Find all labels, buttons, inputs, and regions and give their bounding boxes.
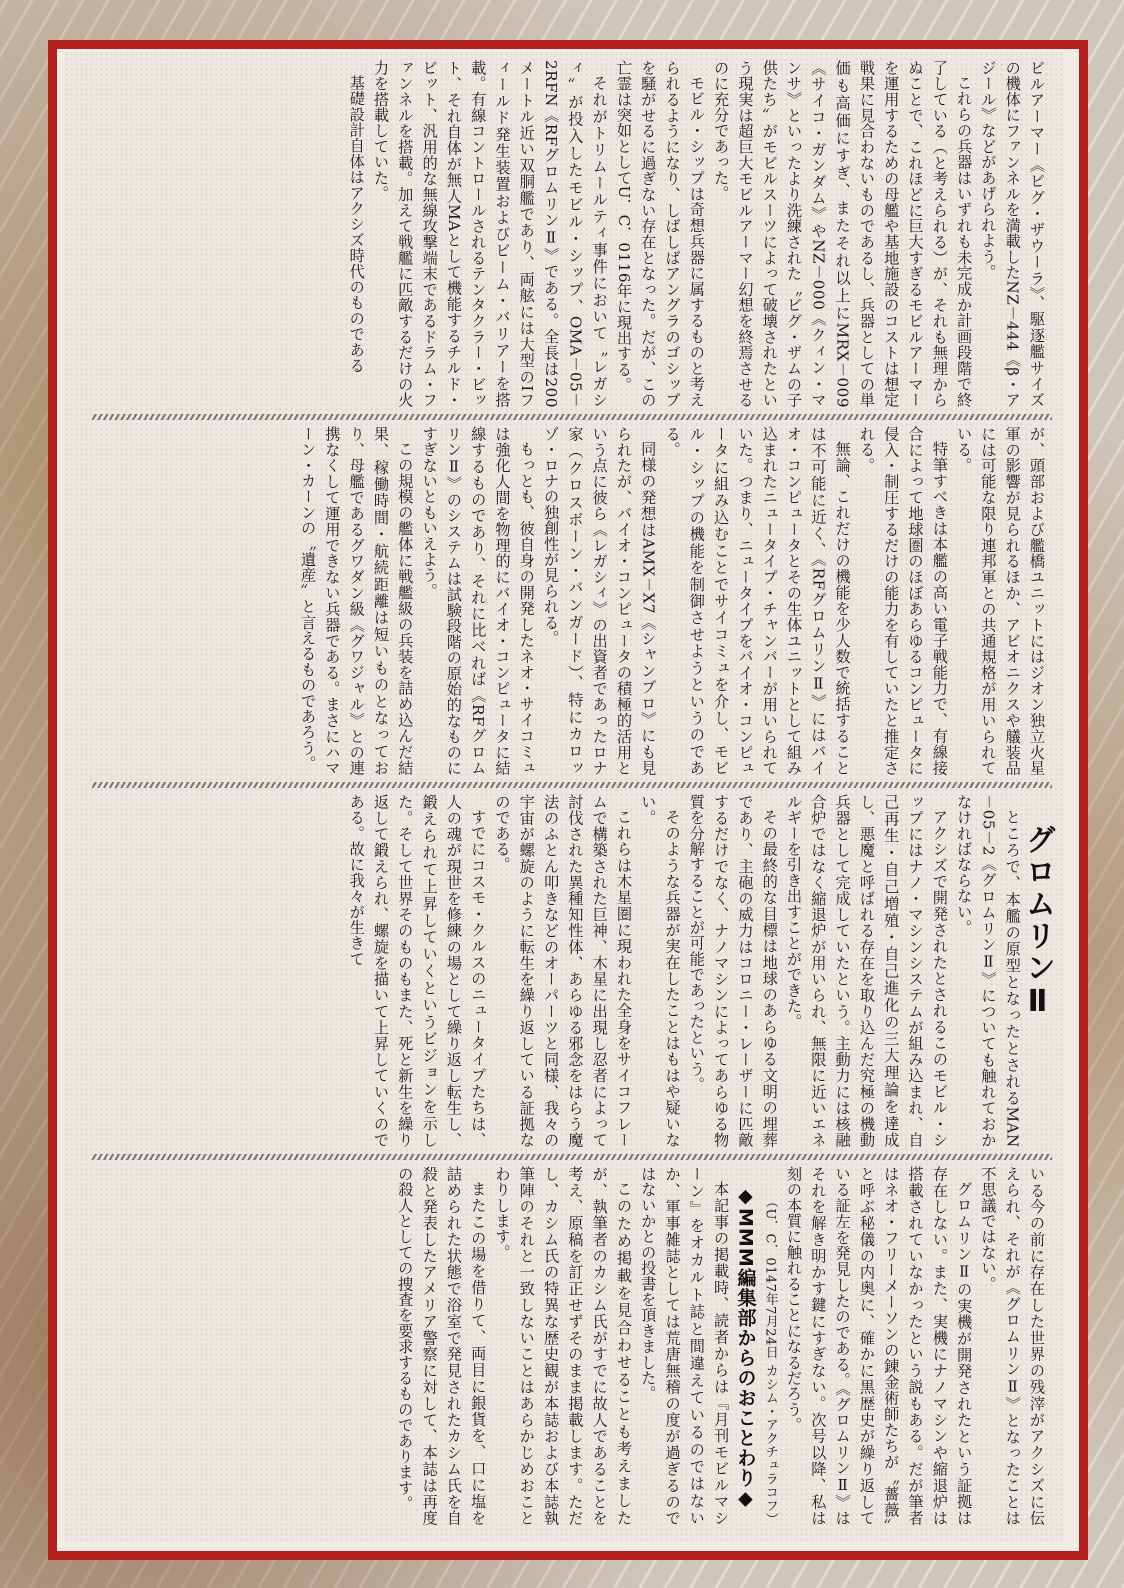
s1-paragraph-2: これらの兵器はいずれも未完成か計画段階で終了している（と考えられる）が、それも無理からぬことで、これほどに巨大すぎるモビルアーマーを運用するための母艦や基地施設のコストは想定戦果に見合わないものであるし、兵器としての単価も高価にすぎ、またそれ以上にMRX－009《サイコ・ガンダム》やNZ－000《クィン・マンサ》といったより洗練された〝ビグ・ザムの子供たち〟がモビルスーツによって破壊されたという現実は超巨大モビルアーマー幻想を終焉させるのに充分であった。 — [712, 60, 974, 408]
s4-paragraph-1: いる今の前に存在した世界の残滓がアクシズに伝えられ、それが《グロムリンⅡ》となったことは不思議ではない。 — [979, 1166, 1046, 1526]
notice-paragraph-2: このため掲載を見合わせることも考えましたが、執筆者のカシム氏がすでに故人であることを考え、原稿を訂正せずそのまま掲載します。ただし、カシム氏の特異な歴史観が本誌および本誌執筆陣のそれと一致しないことはあらかじめおことわりします。 — [493, 1166, 633, 1526]
s1-paragraph-1: ビルアーマー《ビグ・ザウーラ》、駆逐艦サイズの機体にファンネルを満載したNZ－444《β・アジール》などがあげられよう。 — [979, 60, 1046, 408]
s3-paragraph-3: その最終的な目標は地球のあらゆる文明の埋葬であり、主砲の威力はコロニー・レーザーに匹敵するだけでなく、ナノマシンによってあらゆる物質を分解することが可能であったという。 — [687, 794, 779, 1148]
section-3 — [94, 794, 1055, 1148]
section-2-text — [94, 426, 1049, 776]
section-3-text — [94, 794, 1055, 1148]
s2-paragraph-5: もっとも、彼自身の開発したネオ・サイコミュは強化人間を物理的にバイオ・コンピュータに結線するものであり、それに比べれば《RFグロムリンⅡ》のシステムは試験段階の原始的なものにすぎないともいえよう。 — [420, 426, 536, 776]
section-4 — [94, 1166, 1049, 1526]
s2-paragraph-2: 特筆すべきは本艦の高い電子戦能力で、有線接合によって地球圏のほぼあらゆるコンピュータに侵入・制圧するだけの能力を有していたと推定される。 — [857, 426, 949, 776]
notice-paragraph-3: またこの場を借りて、両目に銀貨を、口に塩を詰められた状態で浴室で発見されたカシム氏を自殺と発表したアメリア警察に対して、本誌は再度の殺人としての捜査を要求するものであります。 — [396, 1166, 488, 1526]
section-1 — [94, 60, 1049, 408]
s2-paragraph-6: この規模の艦体に戦艦級の兵装を詰め込んだ結果、稼働時間・航続距離は短いものとなっており、母艦であるグワダン級《グワジャル》との連携なくして運用できない兵器である。まさにハマーン・カーンの〝遺産〟と言えるものであろう。 — [299, 426, 415, 776]
separator-1 — [92, 414, 1052, 420]
section-2 — [94, 426, 1049, 776]
s1-paragraph-3: モビル・シップは奇想兵器に属するものと考えられるようになり、しばしばアングラのゴシップを騒がせるに過ぎない存在となった。だが、この亡霊は突如としてU．C．0116年に現出する。 — [614, 60, 706, 408]
s2-paragraph-1: が、頭部および艦橋ユニットにはジオン独立火星軍の影響が見られるほか、アビオニクスや艤装品には可能な限り連邦軍との共通規格が用いられている。 — [955, 426, 1046, 776]
s1-paragraph-5: 基礎設計自体はアクシズ時代のものである — [347, 75, 366, 374]
s3-paragraph-1: ところで、本艦の原型となったとされるMAN－05－2《グロムリンⅡ》についても触れておかなければならない。 — [955, 794, 1022, 1148]
section-1-text — [94, 60, 1049, 408]
editorial-notice-heading: ◆MMM編集部からのおことわり◆ — [734, 1185, 757, 1511]
s4-paragraph-2: グロムリンⅡの実機が開発されたという証拠は存在しない。また、実機にナノマシンや縮退炉は搭載されていなかったという説もある。だが筆者はネオ・フリーメーソンの錬金術師たちが〝薔薇〟と呼ぶ秘儀の内奥に、確かに黒歴史が繰り返している証左を発見したのである。《グロムリンⅡ》はそれを解き明かす鍵にすぎない。次号以降、私は刻の本質に触れることになるだろう。 — [785, 1166, 974, 1526]
s3-paragraph-4: そのような兵器が実在したことはもはや疑いない。 — [639, 794, 682, 1148]
s1-paragraph-4: それがトリムールティ事件において〝レガシィ〟が投入したモビル・シップ、OMA－05－2RFN《RFグロムリンⅡ》である。全長は200メートル近い双胴艦であり、両舷には大型のIフィールド発生装置およびビーム・バリアーを搭載。有線コントロールされるテンタクラー・ビット、それ自体が無人MAとして機能するチルド・ビット、汎用的な無線攻撃端末であるドラム・ファンネルを搭載。加えて戦艦に匹敵するだけの火力を搭載していた。 — [371, 60, 609, 408]
s4-signature: （U．C．0147年7月24日 カシム・アクチュラコフ） — [762, 1195, 778, 1526]
article-panel — [64, 52, 1064, 1542]
s3-paragraph-5: これらは木星圏に現われた全身をサイコフレームで構築された巨神、木星に出現し忍者によって討伐された異種知性体、あらゆる邪念をはらう魔法のふとん叩きなどのオーパーツと同様、我々の宇宙が螺旋のように転生を繰り返している証拠なのである。 — [493, 794, 633, 1148]
section-heading-gromlin: グロムリンⅡ — [1020, 824, 1055, 1021]
separator-3 — [92, 1154, 1052, 1160]
s2-paragraph-3: 無論、これだけの機能を少人数で統括することは不可能に近く、《RFグロムリンⅡ》にはバイオ・コンピュータとその生体ユニットとして組み込まれたニュータイプ・チャンバーが用いられていた。つまり、ニュータイプをバイオ・コンピュータに組み込むことでサイコミュを介し、モビル・シップの機能を制御させようというのである。 — [663, 426, 852, 776]
s3-paragraph-2: アクシズで開発されたとされるこのモビル・シップにはナノ・マシンシステムが組み込まれ、自己再生・自己増殖・自己進化の三大理論を達成し、悪魔と呼ばれる存在を取り込んだ究極の機動兵器として完成していたという。主動力には核融合炉ではなく縮退炉が用いられ、無限に近いエネルギーを引き出すことができた。 — [785, 794, 949, 1148]
notice-paragraph-1: 本記事の掲載時、読者からは『月刊モビルマシーン』をオカルト誌と間違えているのではないか、軍事雑誌としては荒唐無稽の度が過ぎるのではないかとの投書を頂きました。 — [639, 1166, 731, 1526]
section-4-text — [94, 1166, 1049, 1526]
s3-paragraph-6: すでにコスモ・クルスのニュータイプたちは、人の魂が現世を修練の場として繰り返し転生し、鍛えられて上昇していくというビジョンを示した。そして世界そのものもまた、死と新生を繰り返して鍛えられ、螺旋を描いて上昇していくのである。故に我々が生きて — [347, 794, 488, 1148]
s2-paragraph-4: 同様の発想はAMX－X7《シャンブロ》にも見られたが、バイオ・コンピュータの積極的活用という点に彼ら《レガシィ》の出資者であったロナ家（クロスボーン・バンガード）、特にカロッゾ・ロナの独創性が見られる。 — [542, 426, 658, 776]
separator-2 — [92, 782, 1052, 788]
